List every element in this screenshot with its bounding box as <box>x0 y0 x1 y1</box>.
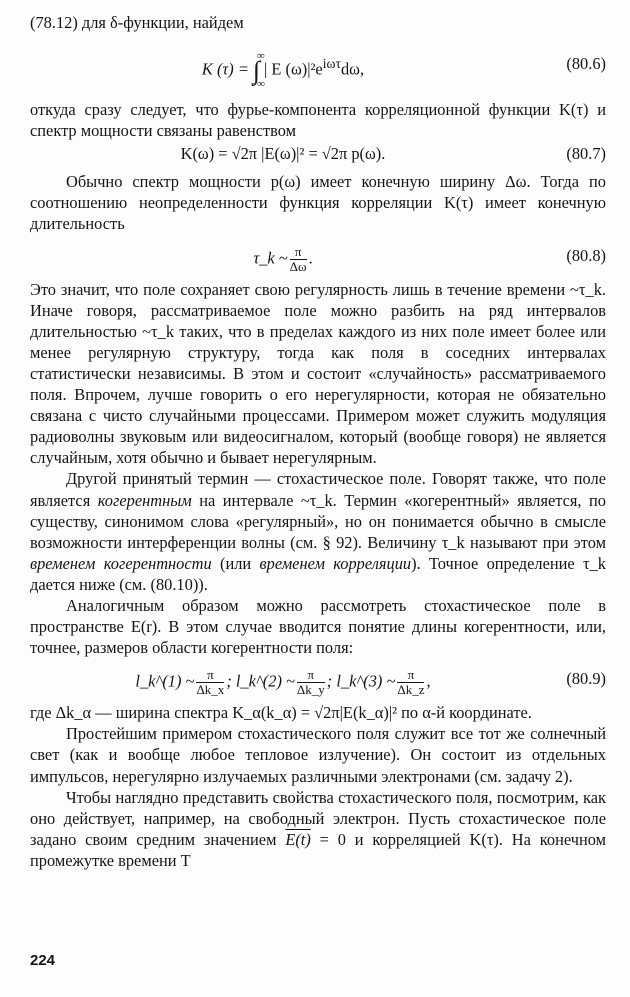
paragraph-4: Другой принятый термин — стохастическое поле. Говорят также, что поле является когерентным на интервале ~τ_k. Термин «когерентный» является, по существу, синонимом слова «регулярный», но он понимается обычно в смысле возможности интерференции волны (см. § 92). Величину τ_k называют при этом временем когерентности (или временем корреляции). Точное определение τ_k дается ниже (см. (80.10)). <box>30 469 606 594</box>
equation-80-8 <box>30 235 606 279</box>
formula-80-9: l_k^(1) ~ $\frac{\pi}{\Delta k\_x}$ ; l_k^(2) ~ $\frac{\pi}{\Delta k\_y}$ ; l_k^(3) ~ $\frac{\pi}{\Delta k\_z}$ , <box>135 667 431 698</box>
paragraph-7: Простейшим примером стохастического поля служит все тот же солнечный свет (как и вообще любое тепловое излучение). Он состоит из отдельных импульсов, нерегулярно излучаемых различными электронами (см. задачу 2). <box>30 724 606 786</box>
equation-80-6 <box>30 33 606 99</box>
equation-80-7 <box>30 141 606 171</box>
paragraph-3: Это значит, что поле сохраняет свою регулярность лишь в течение времени ~τ_k. Иначе говоря, рассматриваемое поле можно разбить на ряд интервалов длительностью ~τ_k таких, что в пределах каждого из них поле имеет более или менее регулярную структуру, тогда как поля в соседних интервалах статистически независимы. В этом и состоит «случайность» рассматриваемого поля. Впрочем, лучше говорить о его нерегулярности, которая не обязательно связана с чисто случайными процессами. Примером может служить модуляция радиоволны звуковым или видеосигналом, который (вообще говоря) не является случайным, хотя обычно и бывает нерегулярным. <box>30 279 606 468</box>
integral-sign: ∫ ∞ −∞ <box>250 50 265 91</box>
paragraph-5: Аналогичным образом можно рассмотреть стохастическое поле в пространстве E(r). В этом случае вводится понятие длины когерентности, или, точнее, размеров области когерентности поля: <box>30 595 606 658</box>
equation-number: (80.7) <box>566 144 606 164</box>
equation-number: (80.8) <box>566 245 606 265</box>
formula-80-7: K(ω) = √2π |E(ω)|² = √2π p(ω). <box>180 144 386 164</box>
text-line-intro: (78.12) для δ-функции, найдем <box>30 13 244 32</box>
equation-number: (80.6) <box>566 54 606 74</box>
paragraph-2: Обычно спектр мощности p(ω) имеет конечную ширину Δω. Тогда по соотношению неопределенности функция корреляции K(τ) имеет конечную длительность <box>30 172 606 234</box>
formula-80-6: K (τ) = ∫ ∞ −∞ | E $(\omega)|^2e^{i\omega\tau}d\omega$, <box>201 50 365 91</box>
page-number: 224 <box>30 952 56 969</box>
formula-80-8: τ_k ~ $\frac{\pi}{\Delta\omega}$ . <box>253 243 313 274</box>
paragraph-6: где Δk_α — ширина спектра K_α(k_α) = √2π|E(k_α)|² по α-й координате. <box>30 703 532 723</box>
equation-number: (80.9) <box>566 669 606 689</box>
page-body <box>30 12 606 871</box>
paragraph-1: откуда сразу следует, что фурье-компонента корреляционной функции K(τ) и спектр мощности связаны равенством <box>30 100 606 141</box>
paragraph-8: Чтобы наглядно представить свойства стохастического поля, посмотрим, как оно действует, например, на свободный электрон. Пусть стохастическое поле задано своим средним значением E(t) = 0 и корреляцией K(τ). На конечном промежутке времени T <box>30 787 606 870</box>
equation-80-9 <box>30 658 606 702</box>
